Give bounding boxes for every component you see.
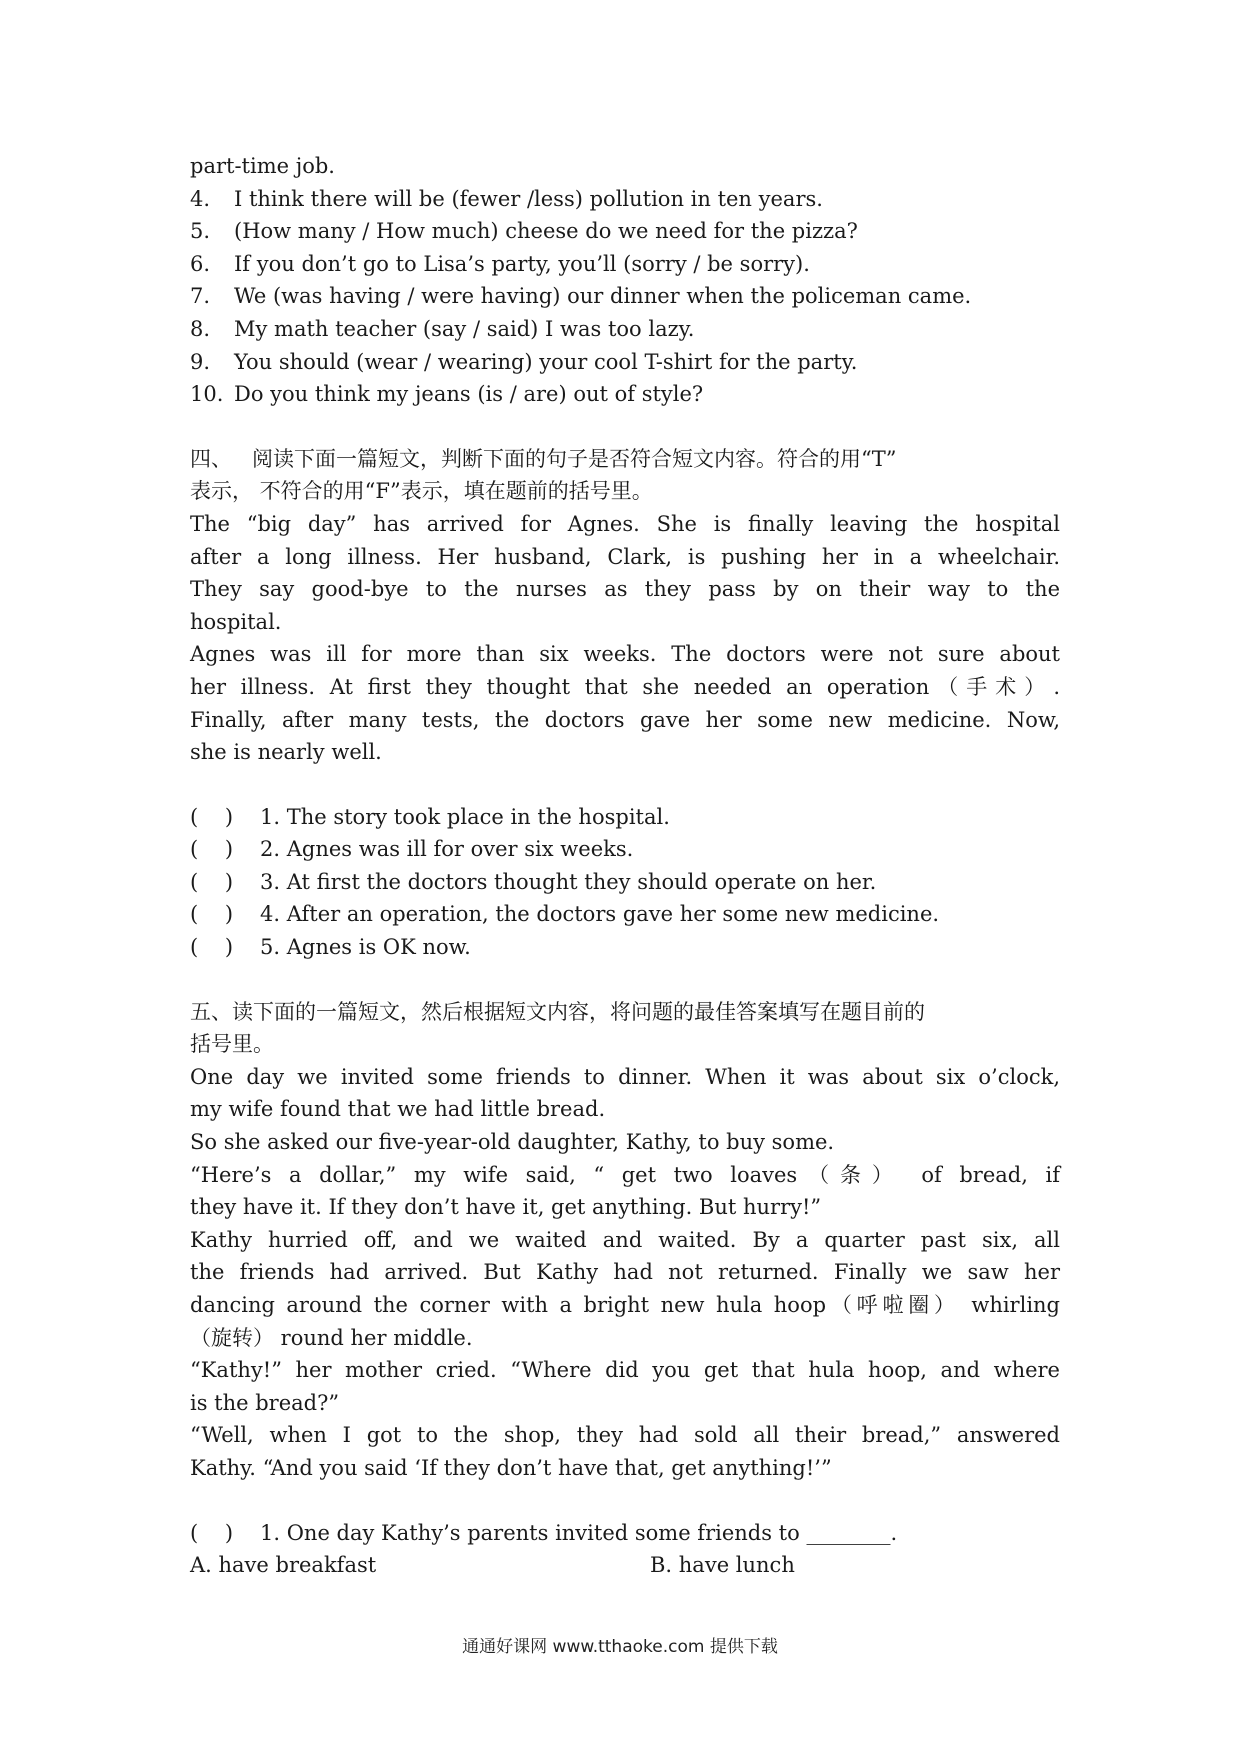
- mc-question: ( ) 1. One day Kathy’s parents invited some friends to ________.: [190, 1520, 898, 1545]
- tf-question: ( ) 2. Agnes was ill for over six weeks.: [190, 837, 634, 862]
- list-item: 9. You should (wear / wearing) your cool T-shirt for the party.: [190, 349, 858, 374]
- list-item: 6. If you don’t go to Lisa’s party, you’ll (sorry / be sorry).: [190, 251, 810, 276]
- passage-line: after a long illness. Her husband, Clark, is pushing her in a wheelchair.: [190, 544, 1060, 569]
- passage-line: “Kathy!” her mother cried. “Where did you get that hula hoop, and where: [190, 1358, 1060, 1383]
- list-item: 4. I think there will be (fewer /less) pollution in ten years.: [190, 186, 823, 211]
- passage-line: her illness. At first they thought that she needed an operation（手术）.: [190, 674, 1060, 699]
- document-page: [190, 150, 1060, 1582]
- passage-line: （旋转） round her middle.: [190, 1325, 473, 1350]
- passage-line: hospital.: [190, 609, 282, 634]
- passage-line: Kathy hurried off, and we waited and waited. By a quarter past six, all: [190, 1227, 1060, 1252]
- section4-heading-cont: 表示， 不符合的用“F”表示，填在题前的括号里。: [190, 479, 653, 504]
- passage-line: “Here’s a dollar,” my wife said, “ get two loaves（条） of bread, if: [190, 1162, 1060, 1187]
- passage-line: Agnes was ill for more than six weeks. The doctors were not sure about: [190, 642, 1060, 667]
- section5-heading-cont: 括号里。: [190, 1032, 274, 1057]
- passage-line: dancing around the corner with a bright new hula hoop（呼啦圈） whirling: [190, 1293, 1060, 1317]
- tf-question: ( ) 4. After an operation, the doctors gave her some new medicine.: [190, 902, 940, 927]
- list-item: 8. My math teacher (say / said) I was too lazy.: [190, 316, 695, 341]
- passage-line: They say good-bye to the nurses as they pass by on their way to the: [190, 577, 1060, 602]
- passage-line: The “big day” has arrived for Agnes. She is finally leaving the hospital: [190, 511, 1060, 536]
- section3-list: [190, 183, 1060, 411]
- passage-line: Finally, after many tests, the doctors gave her some new medicine. Now,: [190, 707, 1060, 732]
- top-fragment: part-time job.: [190, 154, 335, 178]
- option-b: B. have lunch: [650, 1553, 795, 1578]
- list-item: 10. Do you think my jeans (is / are) out of style?: [190, 382, 704, 407]
- passage-line: “Well, when I got to the shop, they had sold all their bread,” answered: [190, 1423, 1060, 1448]
- list-item: 7. We (was having / were having) our dinner when the policeman came.: [190, 284, 972, 309]
- passage-line: they have it. If they don’t have it, get anything. But hurry!”: [190, 1195, 822, 1220]
- section5: [190, 996, 1060, 1582]
- page-footer: 通通好课网 www.tthaoke.com 提供下载: [462, 1637, 778, 1657]
- passage-line: the friends had arrived. But Kathy had not returned. Finally we saw her: [190, 1260, 1060, 1285]
- tf-question: ( ) 3. At first the doctors thought they should operate on her.: [190, 869, 877, 894]
- mc-options: [190, 1549, 1060, 1582]
- passage-line: my wife found that we had little bread.: [190, 1097, 606, 1122]
- section4-heading: 四、 阅读下面一篇短文，判断下面的句子是否符合短文内容。符合的用“T”: [190, 446, 897, 471]
- passage-line: she is nearly well.: [190, 740, 382, 765]
- tf-question: ( ) 5. Agnes is OK now.: [190, 935, 471, 960]
- passage-line: Kathy. “And you said ‘If they don’t have that, get anything!’”: [190, 1455, 832, 1480]
- list-item: 5. (How many / How much) cheese do we need for the pizza?: [190, 219, 858, 244]
- section4: [190, 443, 1060, 964]
- tf-question: ( ) 1. The story took place in the hospital.: [190, 804, 670, 829]
- passage-line: So she asked our five-year-old daughter, Kathy, to buy some.: [190, 1130, 835, 1155]
- passage-line: is the bread?”: [190, 1390, 340, 1415]
- option-a: A. have breakfast: [190, 1553, 377, 1578]
- passage-line: One day we invited some friends to dinner. When it was about six o’clock,: [190, 1064, 1060, 1089]
- section5-heading: 五、读下面的一篇短文，然后根据短文内容，将问题的最佳答案填写在题目前的: [190, 999, 925, 1024]
